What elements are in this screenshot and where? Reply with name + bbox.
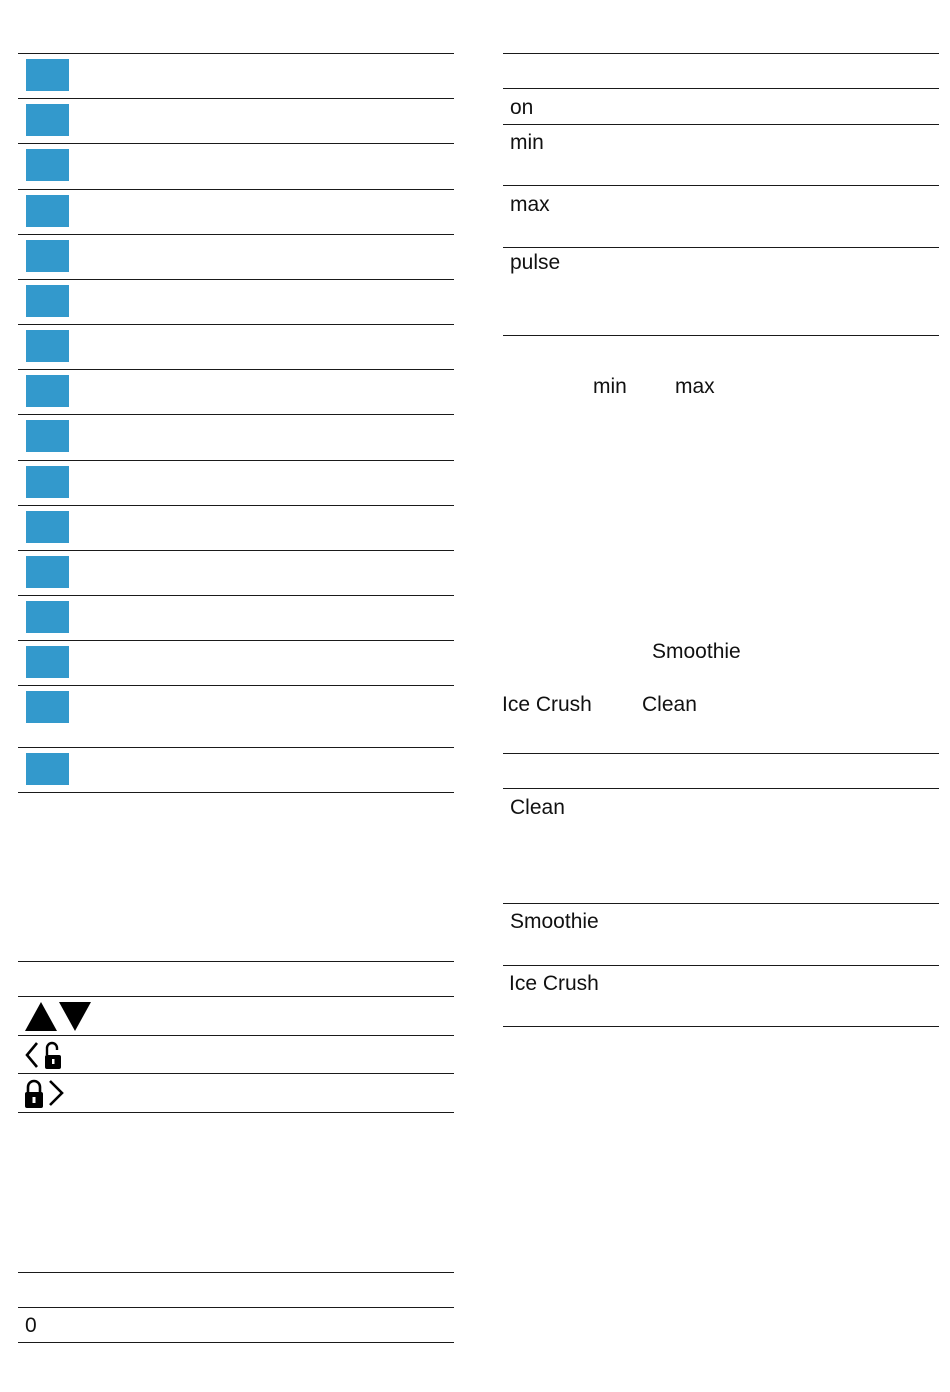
speed-min-label: min — [510, 131, 544, 154]
color-swatch — [26, 466, 69, 498]
color-swatch — [26, 149, 69, 181]
table-rule — [18, 369, 454, 370]
table-rule — [18, 279, 454, 280]
color-swatch — [26, 753, 69, 785]
speed-pulse-label: pulse — [510, 251, 561, 274]
program-ice-crush-text: Ice Crush — [502, 693, 592, 716]
color-swatch — [26, 511, 69, 543]
table-rule — [503, 124, 939, 125]
table-rule — [18, 143, 454, 144]
speed-min-text: min — [593, 375, 627, 398]
program-clean-text: Clean — [642, 693, 697, 716]
table-rule — [18, 1272, 454, 1273]
color-swatch — [26, 420, 69, 452]
table-rule — [18, 685, 454, 686]
table-rule — [18, 414, 454, 415]
table-rule — [503, 53, 939, 54]
speed-on-label: on — [510, 96, 534, 119]
table-rule — [18, 1307, 454, 1308]
table-rule — [18, 189, 454, 190]
triangle-up-down-icon — [25, 1001, 93, 1032]
table-rule — [18, 505, 454, 506]
chevron-left-unlock-icon — [24, 1040, 64, 1071]
color-swatch — [26, 691, 69, 723]
table-rule — [503, 903, 939, 904]
table-rule — [18, 460, 454, 461]
table-rule — [18, 961, 454, 962]
table-rule — [18, 98, 454, 99]
program-smoothie-text: Smoothie — [652, 640, 741, 663]
color-swatch — [26, 556, 69, 588]
table-rule — [503, 88, 939, 89]
table-rule — [503, 965, 939, 966]
table-rule — [503, 788, 939, 789]
table-rule — [503, 185, 939, 186]
table-rule — [503, 335, 939, 336]
table-rule — [503, 1026, 939, 1027]
color-swatch — [26, 375, 69, 407]
color-swatch — [26, 59, 69, 91]
table-rule — [18, 234, 454, 235]
program-smoothie-label: Smoothie — [510, 910, 599, 933]
color-swatch — [26, 601, 69, 633]
color-swatch — [26, 330, 69, 362]
table-rule — [18, 1112, 454, 1113]
color-swatch — [26, 285, 69, 317]
table-rule — [18, 1035, 454, 1036]
table-rule — [18, 595, 454, 596]
color-swatch — [26, 104, 69, 136]
speed-max-text: max — [675, 375, 715, 398]
speed-max-label: max — [510, 193, 550, 216]
table-rule — [18, 640, 454, 641]
color-swatch — [26, 240, 69, 272]
table-rule — [503, 247, 939, 248]
zero-value: 0 — [25, 1314, 37, 1337]
color-swatch — [26, 646, 69, 678]
program-clean-label: Clean — [510, 796, 565, 819]
color-swatch — [26, 195, 69, 227]
table-rule — [18, 550, 454, 551]
table-rule — [18, 1342, 454, 1343]
lock-chevron-right-icon — [24, 1078, 68, 1109]
table-rule — [18, 747, 454, 748]
program-ice-crush-label: Ice Crush — [509, 972, 599, 995]
table-rule — [18, 1073, 454, 1074]
table-rule — [18, 792, 454, 793]
table-rule — [18, 996, 454, 997]
table-rule — [18, 53, 454, 54]
table-rule — [18, 324, 454, 325]
table-rule — [503, 753, 939, 754]
